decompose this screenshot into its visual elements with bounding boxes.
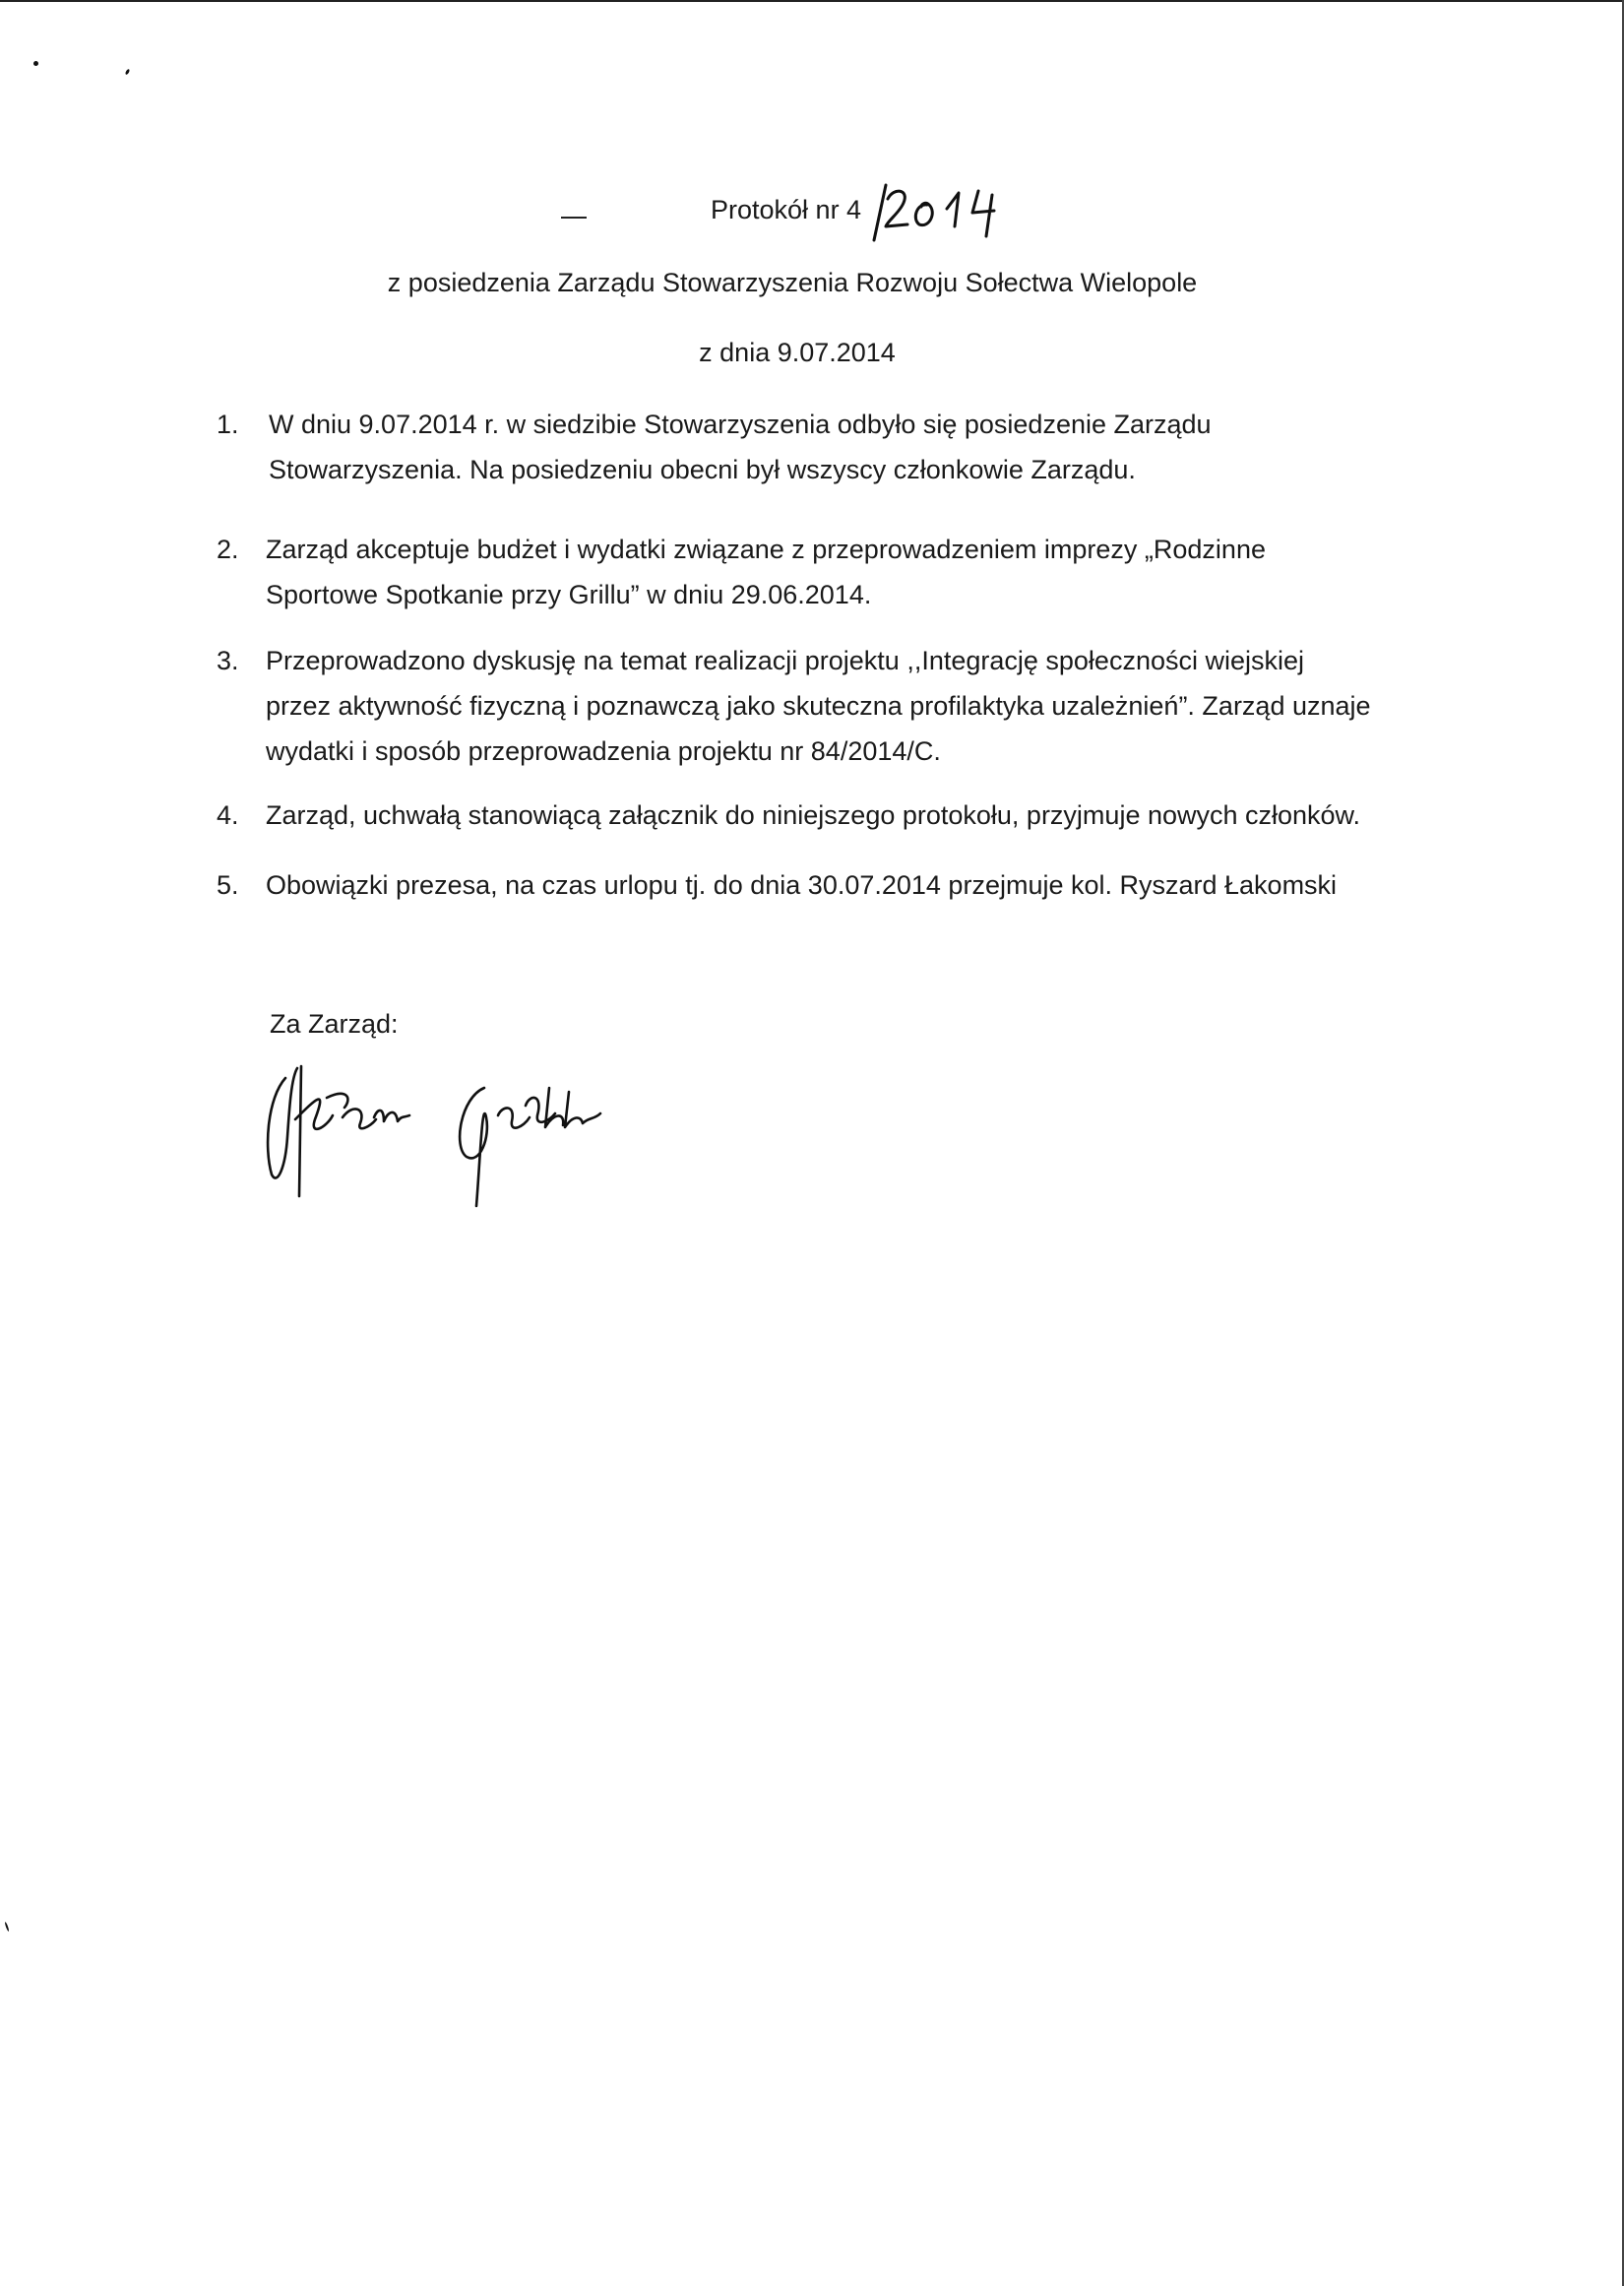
list-item (217, 402, 1437, 492)
list-item-text: Przeprowadzono dyskusję na temat realizacji projektu ,,Integrację społeczności wiejskiej przez aktywność fizyczną i poznawczą jako skuteczna profilaktyka uzależnień”. Zarząd uznaje wydatki i sposób przeprowadzenia projektu nr 84/2014/C. (266, 646, 1371, 766)
dash-mark (561, 217, 587, 219)
list-item-number: 4. (217, 800, 239, 830)
list-item-number: 2. (217, 535, 239, 564)
list-item-text: Obowiązki prezesa, na czas urlopu tj. do dnia 30.07.2014 przejmuje kol. Ryszard Łakomski (266, 870, 1338, 900)
signoff-label: Za Zarząd: (270, 1009, 399, 1039)
list-item-number: 1. (217, 410, 239, 439)
list-item-text: W dniu 9.07.2014 r. w siedzibie Stowarzyszenia odbyło się posiedzenie Zarządu Stowarzyszenia. Na posiedzeniu obecni był wszyscy członkowie Zarządu. (269, 410, 1212, 484)
list-item (217, 638, 1437, 774)
list-item-number: 5. (217, 870, 239, 900)
list-item-number: 3. (217, 646, 239, 675)
list-item-text: Zarząd, uchwałą stanowiącą załącznik do niniejszego protokołu, przyjmuje nowych członków. (266, 800, 1361, 830)
protocol-subtitle: z posiedzenia Zarządu Stowarzyszenia Rozwoju Sołectwa Wielopole (387, 268, 1198, 297)
list-item (217, 862, 1437, 908)
handwritten-year (856, 183, 1024, 242)
scan-speck (125, 69, 131, 76)
list-item (217, 527, 1437, 617)
list-item (217, 793, 1437, 838)
scan-speck (33, 61, 38, 66)
scan-top-border (0, 0, 1624, 2)
scan-speck (4, 1922, 9, 1932)
protocol-title: Protokół nr 4 (711, 195, 862, 224)
protocol-date: z dnia 9.07.2014 (699, 338, 896, 367)
list-item-text: Zarząd akceptuje budżet i wydatki związane z przeprowadzeniem imprezy „Rodzinne Sportowe Spotkanie przy Grillu” w dniu 29.06.2014. (266, 535, 1266, 609)
handwritten-signature (258, 1058, 671, 1216)
